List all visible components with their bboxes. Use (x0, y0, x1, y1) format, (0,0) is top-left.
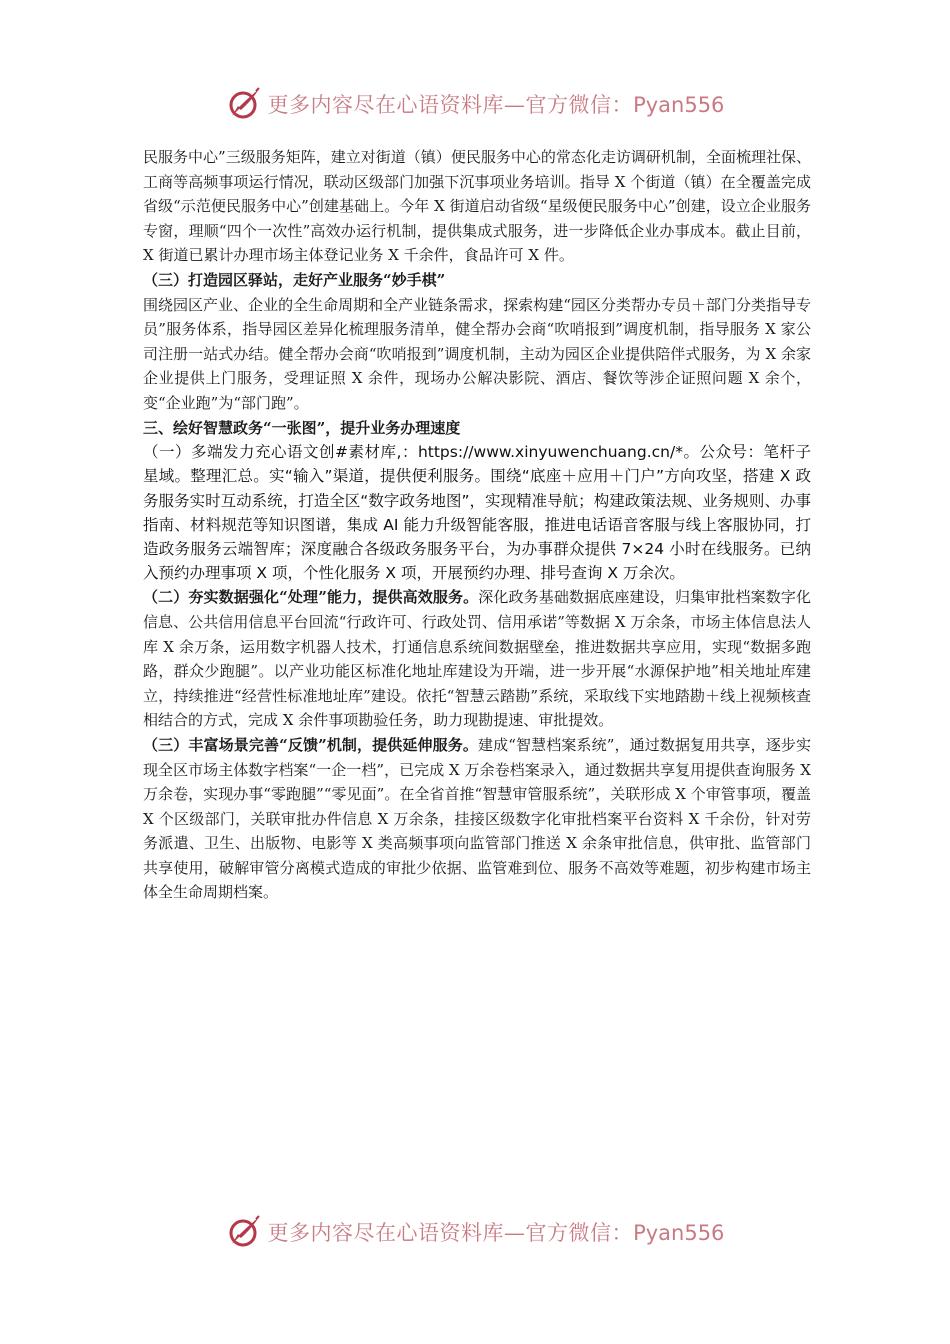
paragraph-feedback (143, 733, 811, 905)
heading-smart-government: 三、绘好智慧政务“一张图”，提升业务办理速度 (143, 418, 461, 437)
brush-logo-icon (226, 86, 262, 122)
paragraph-data-processing (143, 585, 811, 733)
body-data-processing: 深化政务基础数据底座建设，归集审批档案数字化信息、公共信用信息平台回流“行政许可、行政处罚、信用承诺”等数据 X 万余条，市场主体信息法人库 X 余万条，运用数字机器人技术，打通信息系统间数据壁垒，推进数据共享应用，实现“数据多跑路，群众少跑腿”。以产业功能区标准化地址库建设为开端，进一步开展“水源保护地”相关地址库建立，持续推进“经营性标准地址库”建设。依托“智慧云踏勘”系统，采取线下实地踏勘＋线上视频核查相结合的方式，完成 X 余件事项勘验任务，助力现勘提速、审批提效。 (143, 588, 811, 730)
banner-text: 更多内容尽在心语资料库—官方微信： (267, 93, 634, 117)
banner-wechat-id: Pyan556 (633, 93, 725, 117)
paragraph-service-matrix: 民服务中心”三级服务矩阵，建立对街道（镇）便民服务中心的常态化走访调研机制，全面梳理社保、工商等高频事项运行情况，联动区级部门加强下沉事项业务培训。指导 X 个街道（镇）在全覆盖完成省级“示范便民服务中心”创建基础上。今年 X 街道启动省级“星级便民服务中心”创建，设立企业服务专窗，理顺“四个一次性”高效办运行机制，提供集成式服务，进一步降低企业办事成本。截止目前，X 街道已累计办理市场主体登记业务 X 千余件，食品许可 X 件。 (143, 148, 811, 265)
banner-text: 更多内容尽在心语资料库—官方微信： (267, 1221, 634, 1245)
body-feedback: 建成“智慧档案系统”，通过数据复用共享，逐步实现全区市场主体数字档案“一企一档”，已完成 X 万余卷档案录入，通过数据共享复用提供查询服务 X 万余卷，实现办事“零跑腿”“零见面”。在全省首推“智慧审管服系统”，关联形成 X 个审管事项，覆盖 X 个区级部门，关联审批办件信息 X 万余条，挂接区级数字化审批档案平台资料 X 千余份，针对劳务派遣、卫生、出版物、电影等 X 类高频事项向监管部门推送 X 余条审批信息，供审批、监管部门共享使用，破解审管分离模式造成的审批少依据、监管难到位、服务不高效等难题，初步构建市场主体全生命周期档案。 (143, 735, 811, 902)
document-body (143, 145, 811, 905)
brush-logo-icon (226, 1214, 262, 1250)
heading-park-station: （三）打造园区驿站，走好产业服务“妙手棋” (143, 270, 446, 289)
footer-banner (0, 1212, 950, 1252)
header-banner (0, 84, 950, 124)
paragraph-multi-channel: （一）多端发力充心语文创#素材库,：https://www.xinyuwenchuang.cn/*。公众号：笔杆子星域。整理汇总。实“输入”渠道，提供便利服务。围绕“底座＋应用＋门户”方向攻坚，搭建 X 政务服务实时互动系统，打造全区“数字政务地图”，实现精准导航；构建政策法规、业务规则、办事指南、材料规范等知识图谱，集成 AI 能力升级智能客服，推进电话语音客服与线上客服协同，打造政务服务云端智库；深度融合各级政务服务平台，为办事群众提供 7×24 小时在线服务。已纳入预约办理事项 X 项，个性化服务 X 项，开展预约办理、排号查询 X 万余次。 (143, 443, 811, 583)
paragraph-park-service: 围绕园区产业、企业的全生命周期和全产业链条需求，探索构建“园区分类帮办专员＋部门分类指导专员”服务体系，指导园区差异化梳理服务清单，健全帮办会商“吹哨报到”调度机制，指导服务 X 家公司注册一站式办结。健全帮办会商“吹哨报到”调度机制，主动为园区企业提供陪伴式服务，为 X 余家企业提供上门服务，受理证照 X 余件，现场办公解决影院、酒店、餐饮等涉企证照问题 X 余个，变“企业跑”为“部门跑”。 (143, 295, 811, 412)
lead-data-processing: （二）夯实数据强化“处理”能力，提供高效服务。 (143, 588, 479, 607)
banner-wechat-id: Pyan556 (633, 1221, 725, 1245)
lead-feedback: （三）丰富场景完善“反馈”机制，提供延伸服务。 (143, 735, 479, 754)
